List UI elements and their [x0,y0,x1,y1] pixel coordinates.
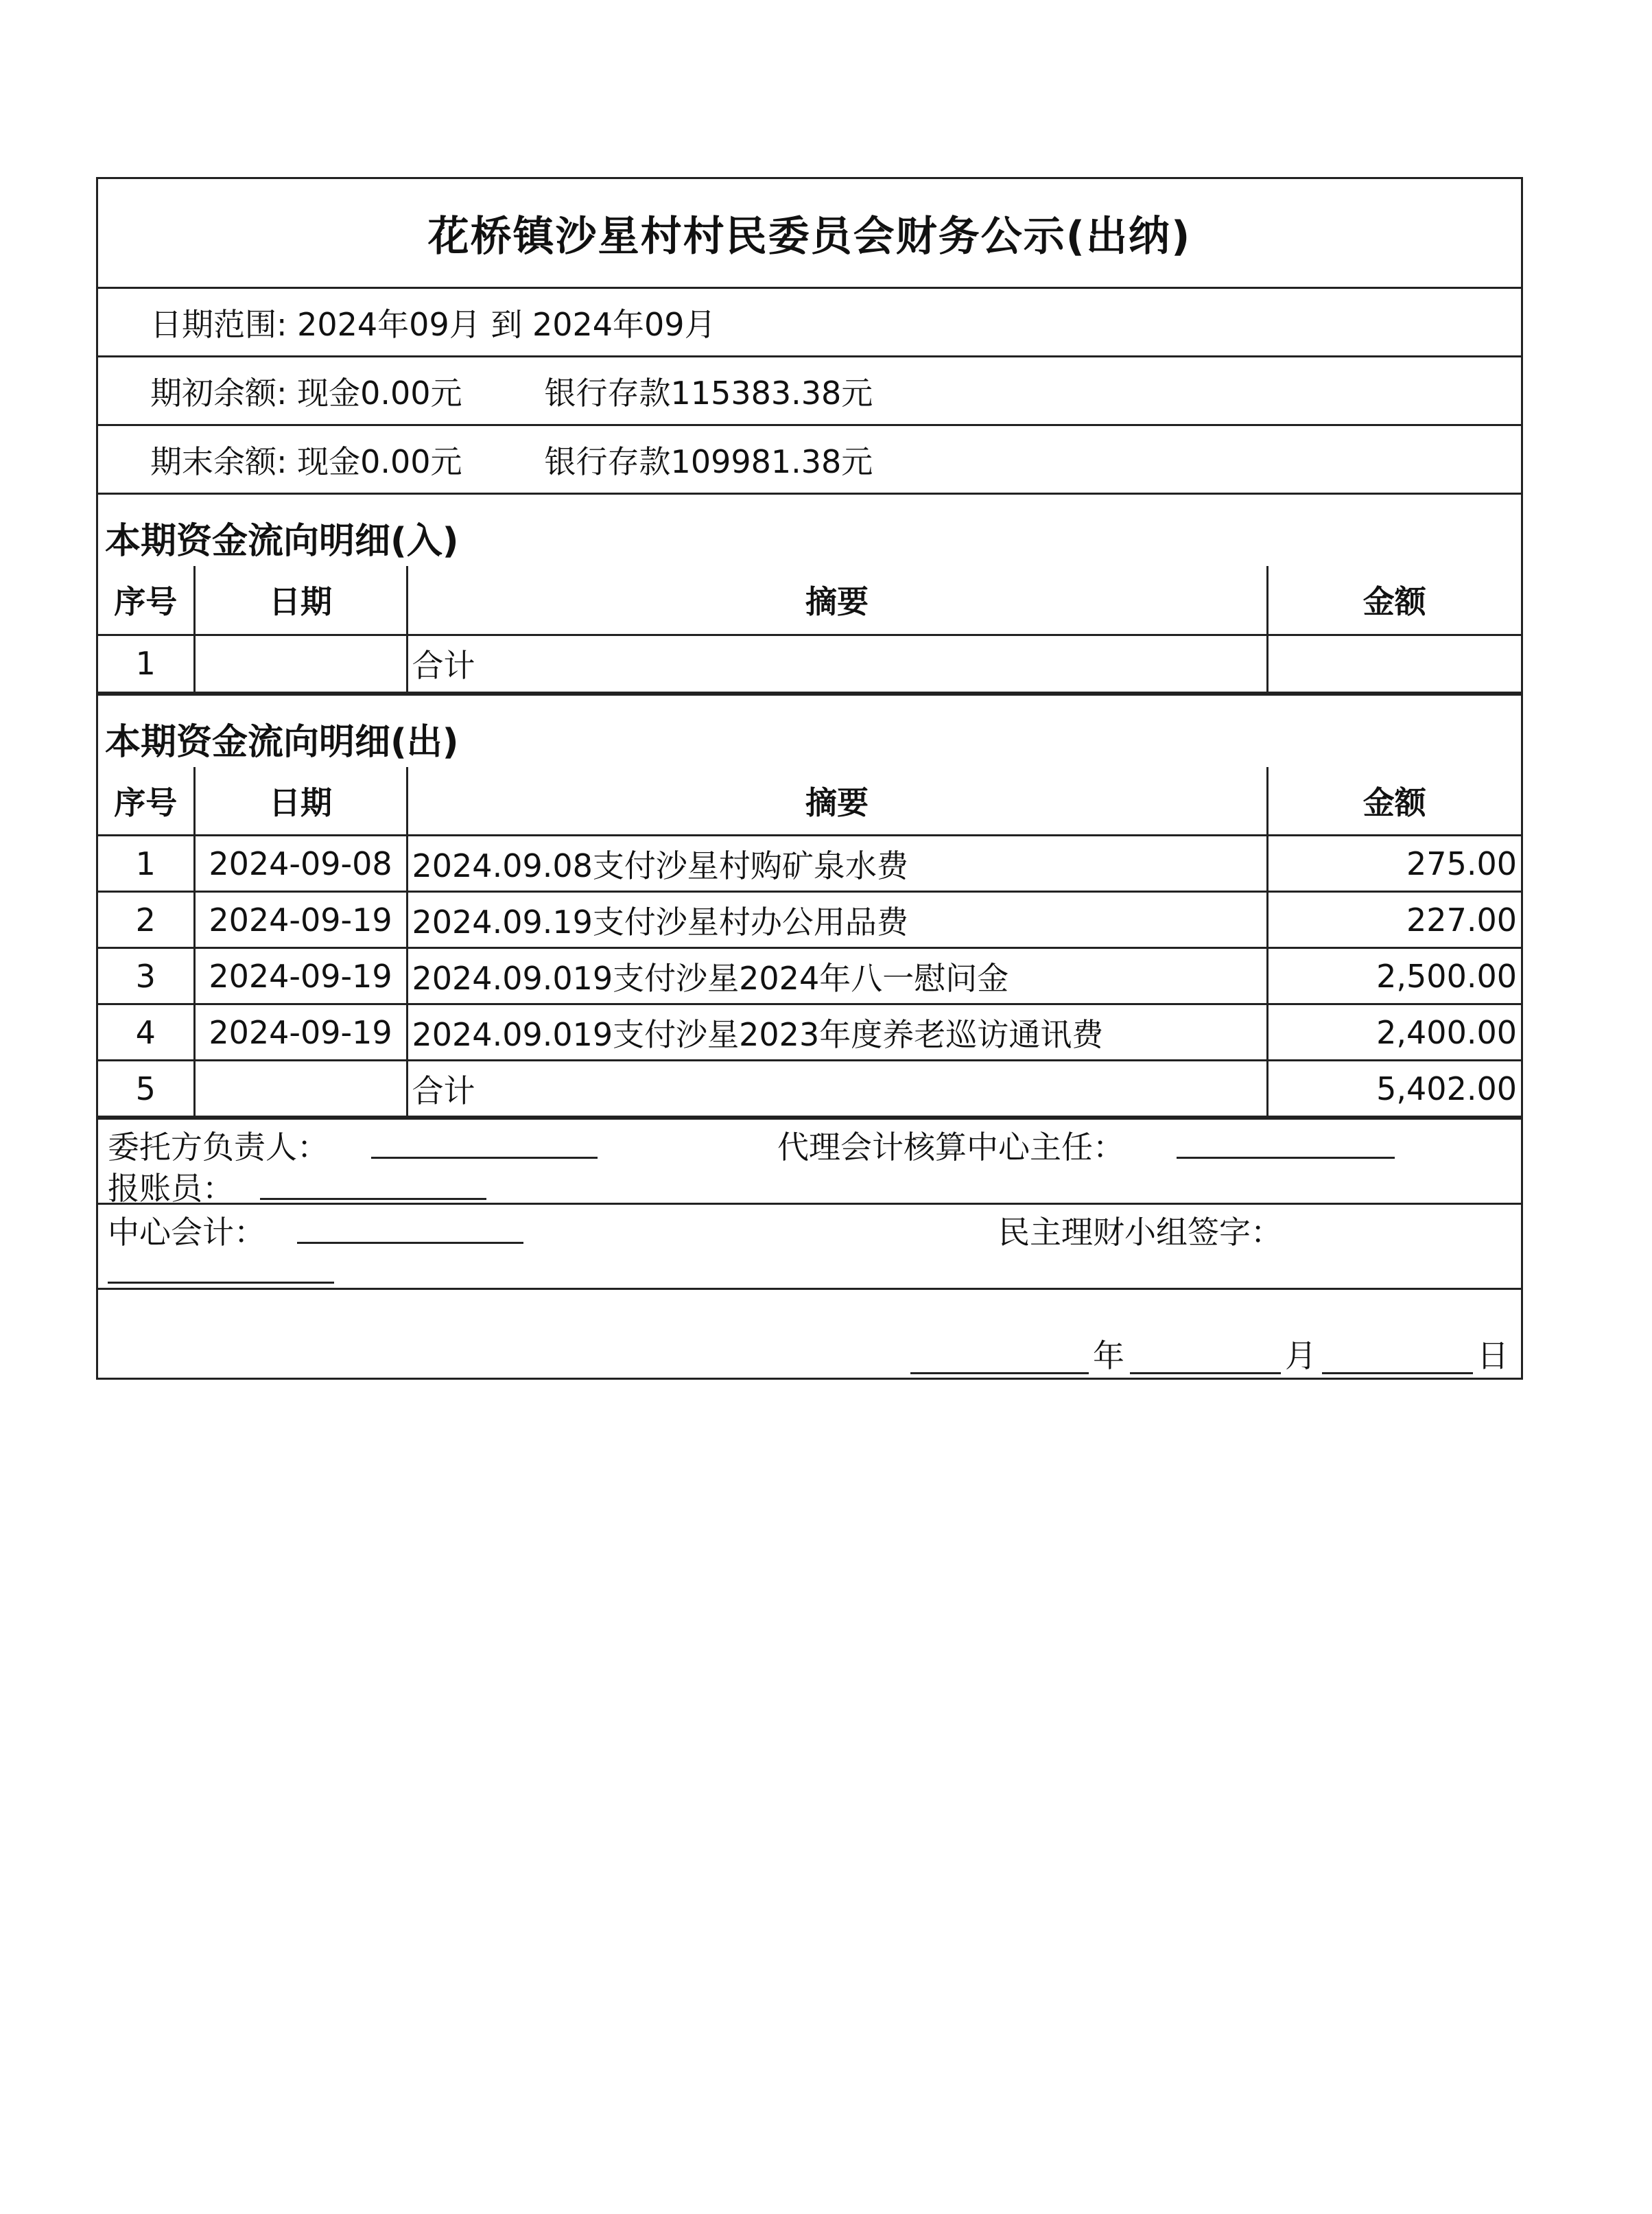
agency-director-label: 代理会计核算中心主任： [777,1129,1124,1166]
expense-cell-summary: 2024.09.08支付沙星村购矿泉水费 [407,836,1267,892]
expense-cell-seq: 5 [98,1061,194,1117]
date-range-row [98,289,1521,357]
opening-cash-text: 期初余额: 现金0.00元 [150,374,462,412]
expense-cell-amount: 275.00 [1267,836,1521,892]
expense-cell-date: 2024-09-19 [194,1004,407,1061]
expense-header-amount: 金额 [1267,767,1521,836]
income-header-row [98,566,1521,635]
signature-block-2 [98,1205,1521,1290]
income-header-summary: 摘要 [407,566,1267,635]
expense-table [98,767,1521,1118]
expense-cell-summary: 2024.09.019支付沙星2023年度养老巡访通讯费 [407,1004,1267,1061]
income-cell-summary: 合计 [407,635,1267,692]
expense-cell-seq: 1 [98,836,194,892]
title-row [98,179,1521,289]
income-cell-amount [1267,635,1521,692]
income-header-amount: 金额 [1267,566,1521,635]
table-row [98,836,1521,892]
date-sign-block [98,1290,1521,1378]
reimburser-label: 报账员： [108,1170,234,1207]
month-line [1130,1372,1281,1374]
income-section-title: 本期资金流向明细(入) [105,521,459,562]
expense-cell-date: 2024-09-08 [194,836,407,892]
center-accountant-label: 中心会计： [108,1214,266,1251]
principal-signature-line [371,1157,598,1159]
expense-header-row [98,767,1521,836]
expense-cell-seq: 2 [98,892,194,948]
year-line [910,1372,1089,1374]
table-row [98,635,1521,692]
income-header-date: 日期 [194,566,407,635]
closing-balance-row [98,426,1521,495]
center-accountant-signature-line [297,1242,523,1244]
income-cell-date [194,635,407,692]
expense-cell-amount: 5,402.00 [1267,1061,1521,1117]
year-label: 年 [1093,1337,1124,1374]
finance-group-label: 民主理财小组签字： [998,1214,1282,1251]
expense-cell-amount: 2,500.00 [1267,948,1521,1004]
month-label: 月 [1285,1337,1317,1374]
table-row [98,892,1521,948]
reimburser-signature-line [260,1198,486,1200]
opening-bank-text: 银行存款115383.38元 [544,374,873,412]
expense-table-wrap [98,767,1521,1120]
income-table-wrap [98,566,1521,696]
day-line [1322,1372,1473,1374]
agency-director-signature-line [1177,1157,1395,1159]
expense-header-summary: 摘要 [407,767,1267,836]
date-range-text: 日期范围: 2024年09月 到 2024年09月 [150,305,716,343]
income-header-seq: 序号 [98,566,194,635]
table-row [98,948,1521,1004]
principal-label: 委托方负责人： [108,1129,329,1166]
expense-cell-amount: 227.00 [1267,892,1521,948]
expense-section-title: 本期资金流向明细(出) [105,721,459,763]
expense-header-seq: 序号 [98,767,194,836]
income-table [98,566,1521,694]
expense-cell-amount: 2,400.00 [1267,1004,1521,1061]
expense-header-date: 日期 [194,767,407,836]
expense-cell-summary: 2024.09.019支付沙星2024年八一慰问金 [407,948,1267,1004]
page-title: 花桥镇沙星村村民委员会财务公示(出纳) [427,212,1192,261]
expense-cell-date [194,1061,407,1117]
finance-group-signature-line [108,1282,334,1284]
expense-cell-seq: 3 [98,948,194,1004]
financial-disclosure-sheet [96,177,1523,1380]
expense-cell-seq: 4 [98,1004,194,1061]
day-label: 日 [1477,1337,1509,1374]
table-row [98,1004,1521,1061]
expense-cell-summary: 合计 [407,1061,1267,1117]
closing-bank-text: 银行存款109981.38元 [544,443,873,480]
closing-cash-text: 期末余额: 现金0.00元 [150,443,462,480]
table-row [98,1061,1521,1117]
signature-block-1 [98,1120,1521,1205]
expense-cell-date: 2024-09-19 [194,948,407,1004]
income-cell-seq: 1 [98,635,194,692]
expense-cell-summary: 2024.09.19支付沙星村办公用品费 [407,892,1267,948]
opening-balance-row [98,357,1521,426]
expense-cell-date: 2024-09-19 [194,892,407,948]
